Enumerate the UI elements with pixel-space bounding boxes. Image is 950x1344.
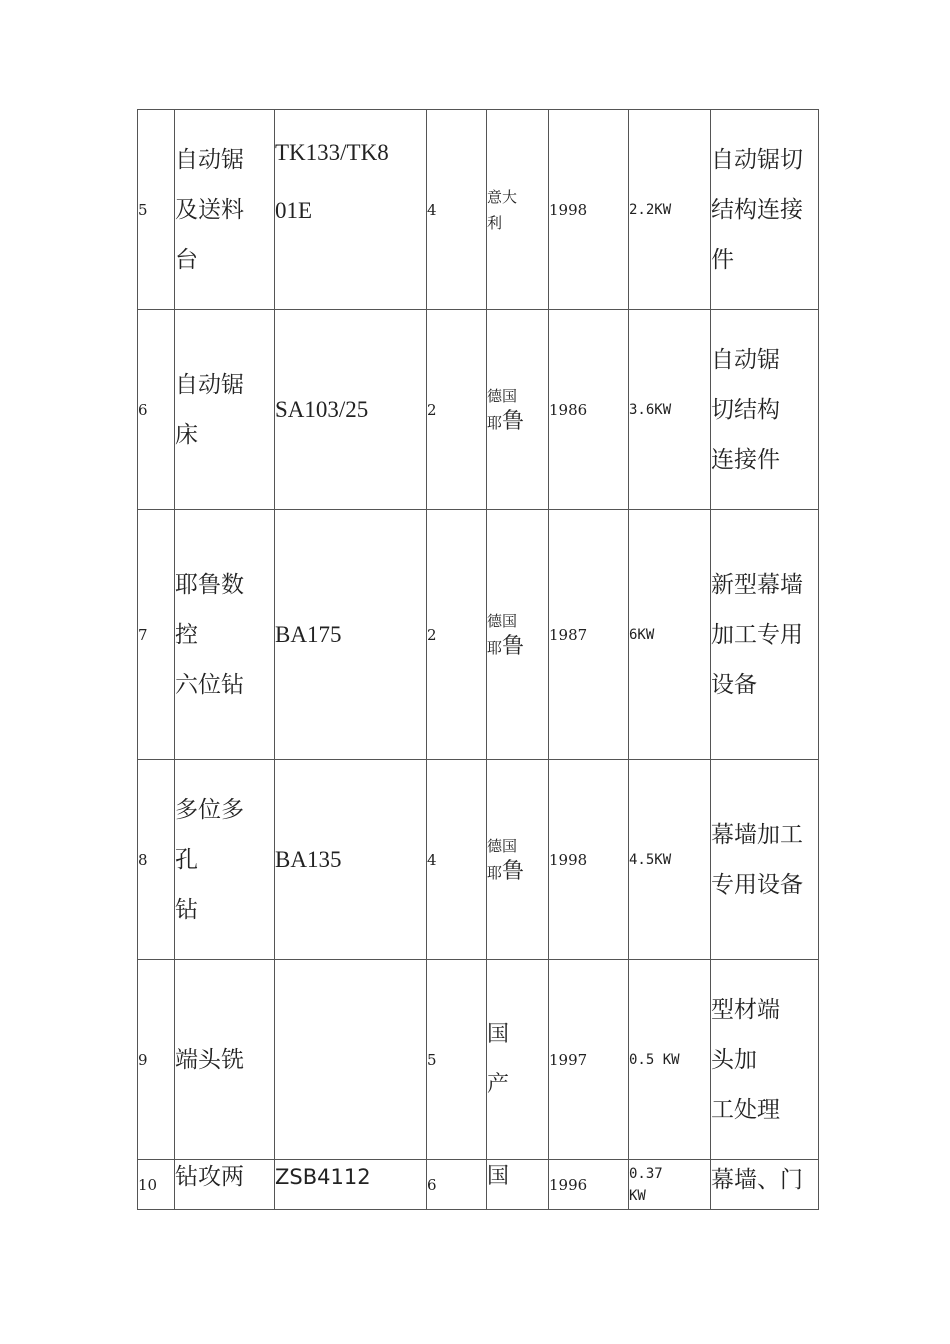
year: 1998 — [549, 110, 629, 310]
power: 2.2KW — [629, 110, 711, 310]
origin: 国 产 — [487, 960, 549, 1160]
quantity: 6 — [427, 1160, 487, 1210]
table-row — [138, 510, 819, 760]
equipment-name: 耶鲁数 控 六位钻 — [175, 510, 275, 760]
usage: 型材端 头加 工处理 — [711, 960, 819, 1160]
equipment-name: 多位多 孔 钻 — [175, 760, 275, 960]
row-number: 10 — [138, 1160, 175, 1210]
origin: 德国 耶鲁 — [487, 310, 549, 510]
usage: 新型幕墙 加工专用 设备 — [711, 510, 819, 760]
model-number: BA135 — [275, 760, 427, 960]
row-number: 9 — [138, 960, 175, 1160]
table-row — [138, 960, 819, 1160]
usage: 幕墙、门 — [711, 1160, 819, 1210]
equipment-name: 钻攻两 — [175, 1160, 275, 1210]
model-number: BA175 — [275, 510, 427, 760]
equipment-name: 自动锯 床 — [175, 310, 275, 510]
power: 6KW — [629, 510, 711, 760]
quantity: 5 — [427, 960, 487, 1160]
row-number: 8 — [138, 760, 175, 960]
origin: 德国 耶鲁 — [487, 510, 549, 760]
origin: 国 — [487, 1160, 549, 1210]
usage: 自动锯切 结构连接 件 — [711, 110, 819, 310]
year: 1987 — [549, 510, 629, 760]
year: 1998 — [549, 760, 629, 960]
quantity: 2 — [427, 510, 487, 760]
table-row — [138, 1160, 819, 1210]
power: 3.6KW — [629, 310, 711, 510]
model-number: ZSB4112 — [275, 1160, 427, 1210]
quantity: 2 — [427, 310, 487, 510]
row-number: 6 — [138, 310, 175, 510]
table-row — [138, 310, 819, 510]
origin: 意大 利 — [487, 110, 549, 310]
model-number: TK133/TK8 01E — [275, 110, 427, 310]
usage: 幕墙加工 专用设备 — [711, 760, 819, 960]
quantity: 4 — [427, 760, 487, 960]
power: 0.37 KW — [629, 1160, 711, 1210]
power: 0.5 KW — [629, 960, 711, 1160]
equipment-name: 自动锯 及送料 台 — [175, 110, 275, 310]
row-number: 7 — [138, 510, 175, 760]
model-number — [275, 960, 427, 1160]
equipment-name: 端头铣 — [175, 960, 275, 1160]
equipment-table — [137, 109, 819, 1210]
table-row — [138, 760, 819, 960]
row-number: 5 — [138, 110, 175, 310]
model-number: SA103/25 — [275, 310, 427, 510]
table-row — [138, 110, 819, 310]
year: 1996 — [549, 1160, 629, 1210]
power: 4.5KW — [629, 760, 711, 960]
quantity: 4 — [427, 110, 487, 310]
year: 1986 — [549, 310, 629, 510]
origin: 德国 耶鲁 — [487, 760, 549, 960]
year: 1997 — [549, 960, 629, 1160]
usage: 自动锯 切结构 连接件 — [711, 310, 819, 510]
